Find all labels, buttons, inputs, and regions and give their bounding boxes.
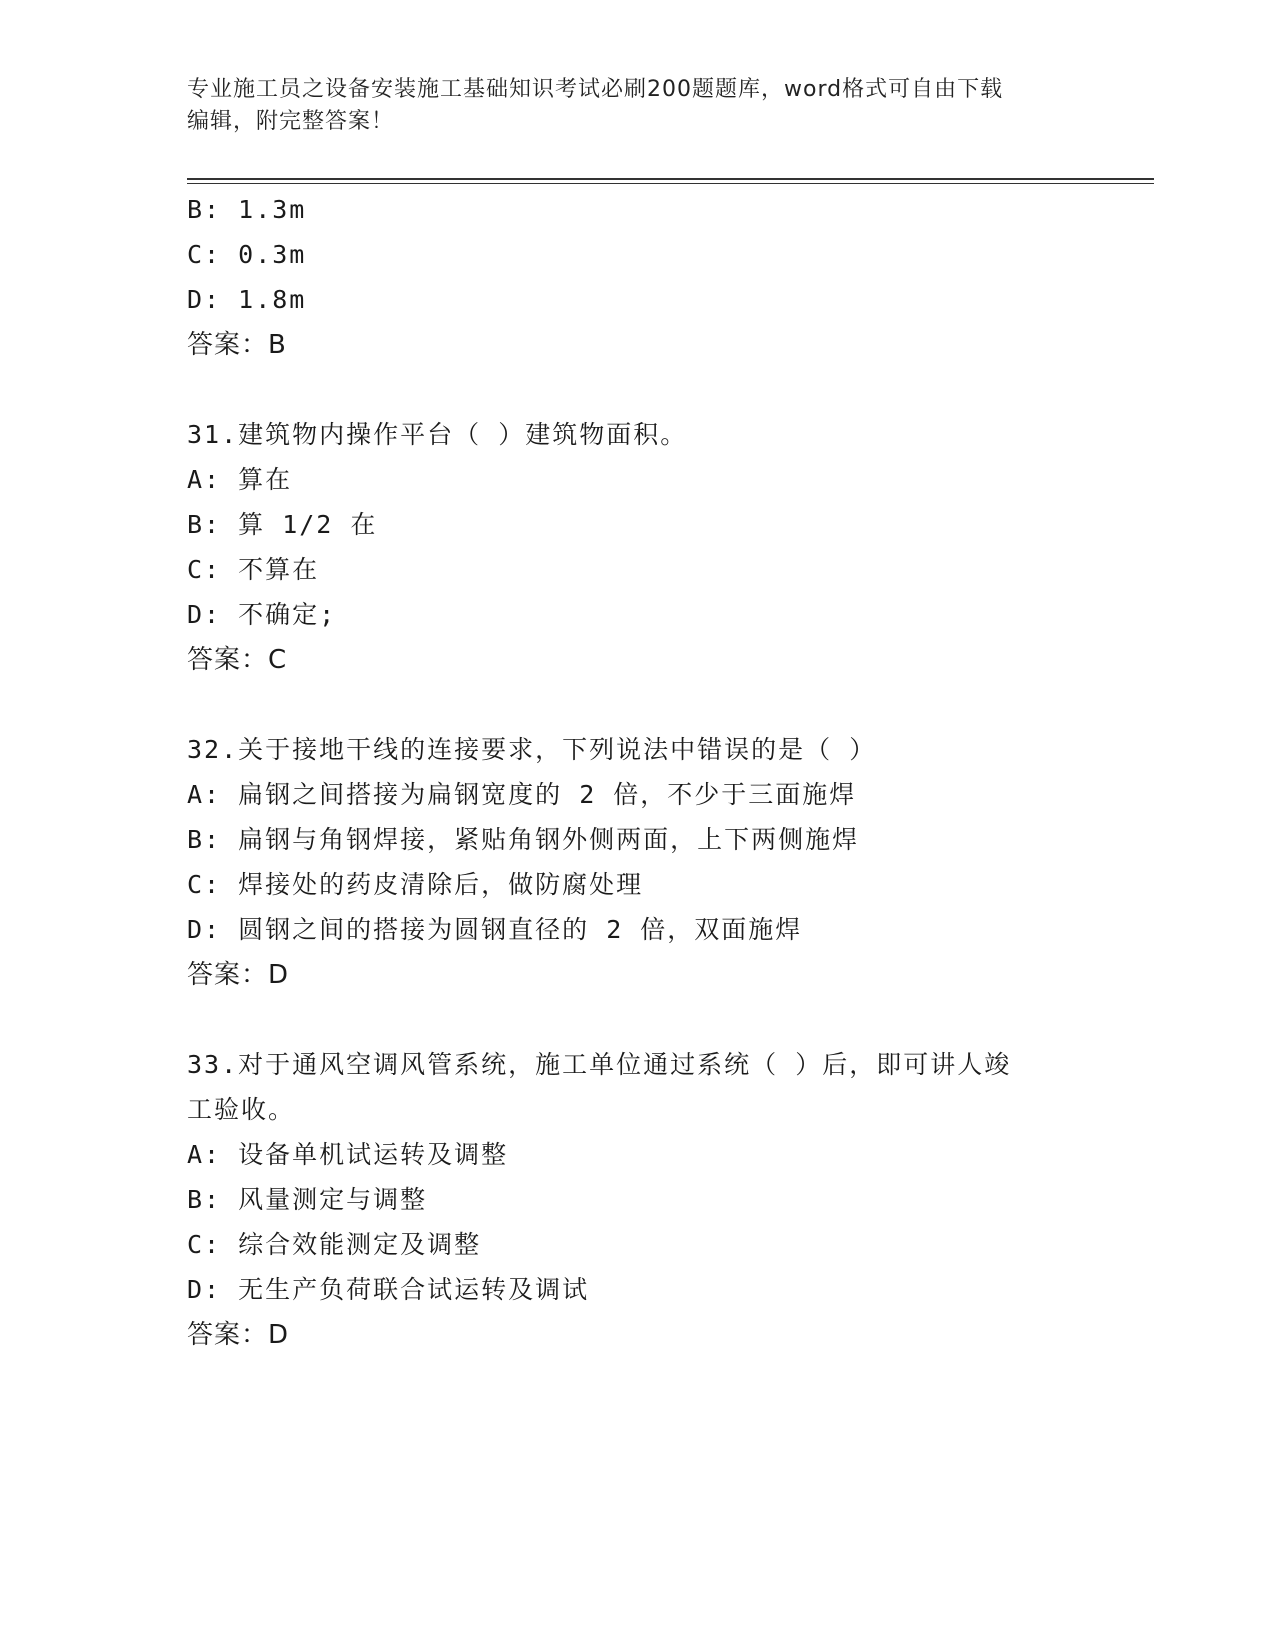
- question-32-answer: 答案：D: [187, 960, 290, 990]
- page-header: [187, 74, 1087, 138]
- question-33-stem-line-1: 33.对于通风空调风管系统，施工单位通过系统（ ）后，即可讲人竣: [187, 1050, 1012, 1079]
- question-32-option-d: D: 圆钢之间的搭接为圆钢直径的 2 倍，双面施焊: [187, 915, 803, 944]
- question-33-option-b: B: 风量测定与调整: [187, 1185, 428, 1214]
- question-33-option-a: A: 设备单机试运转及调整: [187, 1140, 509, 1169]
- header-title-line-2: 编辑，附完整答案！: [187, 109, 395, 134]
- question-31-option-a: A: 算在: [187, 465, 293, 494]
- question-32-option-b: B: 扁钢与角钢焊接，紧贴角钢外侧两面，上下两侧施焊: [187, 825, 860, 854]
- question-31-option-d: D: 不确定;: [187, 600, 337, 629]
- prev-option-c: C: 0.3m: [187, 240, 307, 269]
- prev-answer: 答案：B: [187, 330, 287, 360]
- prev-option-d: D: 1.8m: [187, 285, 307, 314]
- question-33-option-c: C: 综合效能测定及调整: [187, 1230, 482, 1259]
- question-32-option-a: A: 扁钢之间搭接为扁钢宽度的 2 倍，不少于三面施焊: [187, 780, 857, 809]
- question-31-stem: 31.建筑物内操作平台（ ）建筑物面积。: [187, 420, 688, 449]
- question-31-option-c: C: 不算在: [187, 555, 320, 584]
- header-title-line-1: 专业施工员之设备安装施工基础知识考试必刷200题题库，word格式可自由下载: [187, 77, 1004, 102]
- question-33-answer: 答案：D: [187, 1320, 290, 1350]
- question-32-option-c: C: 焊接处的药皮清除后，做防腐处理: [187, 870, 644, 899]
- question-31-answer: 答案：C: [187, 645, 288, 675]
- header-divider-thin: [187, 183, 1154, 184]
- question-33-stem-line-2: 工验收。: [187, 1095, 296, 1124]
- prev-option-b: B: 1.3m: [187, 195, 307, 224]
- question-33-option-d: D: 无生产负荷联合试运转及调试: [187, 1275, 590, 1304]
- question-32-stem: 32.关于接地干线的连接要求，下列说法中错误的是（ ）: [187, 735, 877, 764]
- header-divider: [187, 178, 1154, 180]
- question-31-option-b: B: 算 1/2 在: [187, 510, 378, 539]
